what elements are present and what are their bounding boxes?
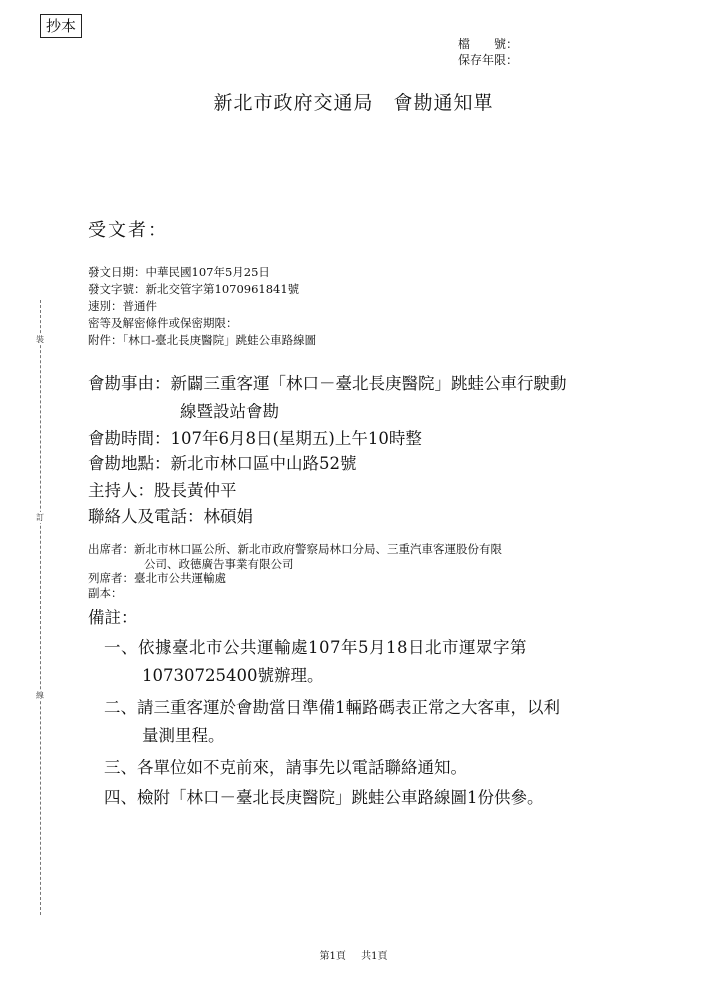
page-number: 第1頁 <box>319 951 346 962</box>
recipient-label: 受文者： <box>88 220 168 241</box>
page-footer <box>0 947 707 962</box>
observers: 列席者：臺北市公共運輸處 <box>88 571 226 585</box>
note-item-3: 三、各單位如不克前來，請事先以電話聯絡通知。 <box>104 758 467 777</box>
inspection-reason-continued: 線暨設站會勘 <box>180 402 279 421</box>
inspection-time: 會勘時間：107年6月8日(星期五)上午10時整 <box>88 429 422 448</box>
delivery-speed: 速別：普通件 <box>88 299 157 313</box>
attachment: 附件：「林口-臺北長庚醫院」跳蛙公車路線圖 <box>88 333 317 347</box>
inspection-place: 會勘地點：新北市林口區中山路52號 <box>88 454 357 473</box>
note-item-4: 四、檢附「林口－臺北長庚醫院」跳蛙公車路線圖1份供參。 <box>104 788 544 807</box>
margin-mark-line: 線 <box>36 691 44 700</box>
copy-stamp: 抄本 <box>40 14 82 38</box>
note-item-1: 一、依據臺北市公共運輸處107年5月18日北市運眾字第 <box>104 638 527 657</box>
retention-period-label: 保存年限： <box>458 53 519 67</box>
note-item-1-continued: 10730725400號辦理。 <box>142 666 324 685</box>
attendees-continued: 公司、政德廣告事業有限公司 <box>144 557 294 571</box>
carbon-copy: 副本： <box>88 586 123 600</box>
issue-date: 發文日期：中華民國107年5月25日 <box>88 265 270 279</box>
notes-heading: 備註： <box>88 608 138 627</box>
inspection-reason: 會勘事由：新闢三重客運「林口－臺北長庚醫院」跳蛙公車行駛動 <box>88 374 567 393</box>
note-item-2-continued: 量測里程。 <box>142 726 225 745</box>
host: 主持人：股長黃仲平 <box>88 481 237 500</box>
contact-person: 聯絡人及電話：林碩娟 <box>88 507 253 526</box>
margin-mark-stitch: 訂 <box>36 513 44 522</box>
document-number: 發文字號：新北交管字第1070961841號 <box>88 282 300 296</box>
note-item-2: 二、請三重客運於會勘當日準備1輛路碼表正常之大客車，以利 <box>104 698 560 717</box>
binding-margin-line <box>40 300 41 915</box>
security-level: 密等及解密條件或保密期限： <box>88 316 238 330</box>
total-pages: 共1頁 <box>361 951 388 962</box>
document-title: 新北市政府交通局 會勘通知單 <box>213 92 494 114</box>
file-number-label: 檔 號： <box>458 37 519 51</box>
margin-mark-bind: 裝 <box>36 335 44 344</box>
attendees: 出席者：新北市林口區公所、新北市政府警察局林口分局、三重汽車客運股份有限 <box>88 542 502 556</box>
